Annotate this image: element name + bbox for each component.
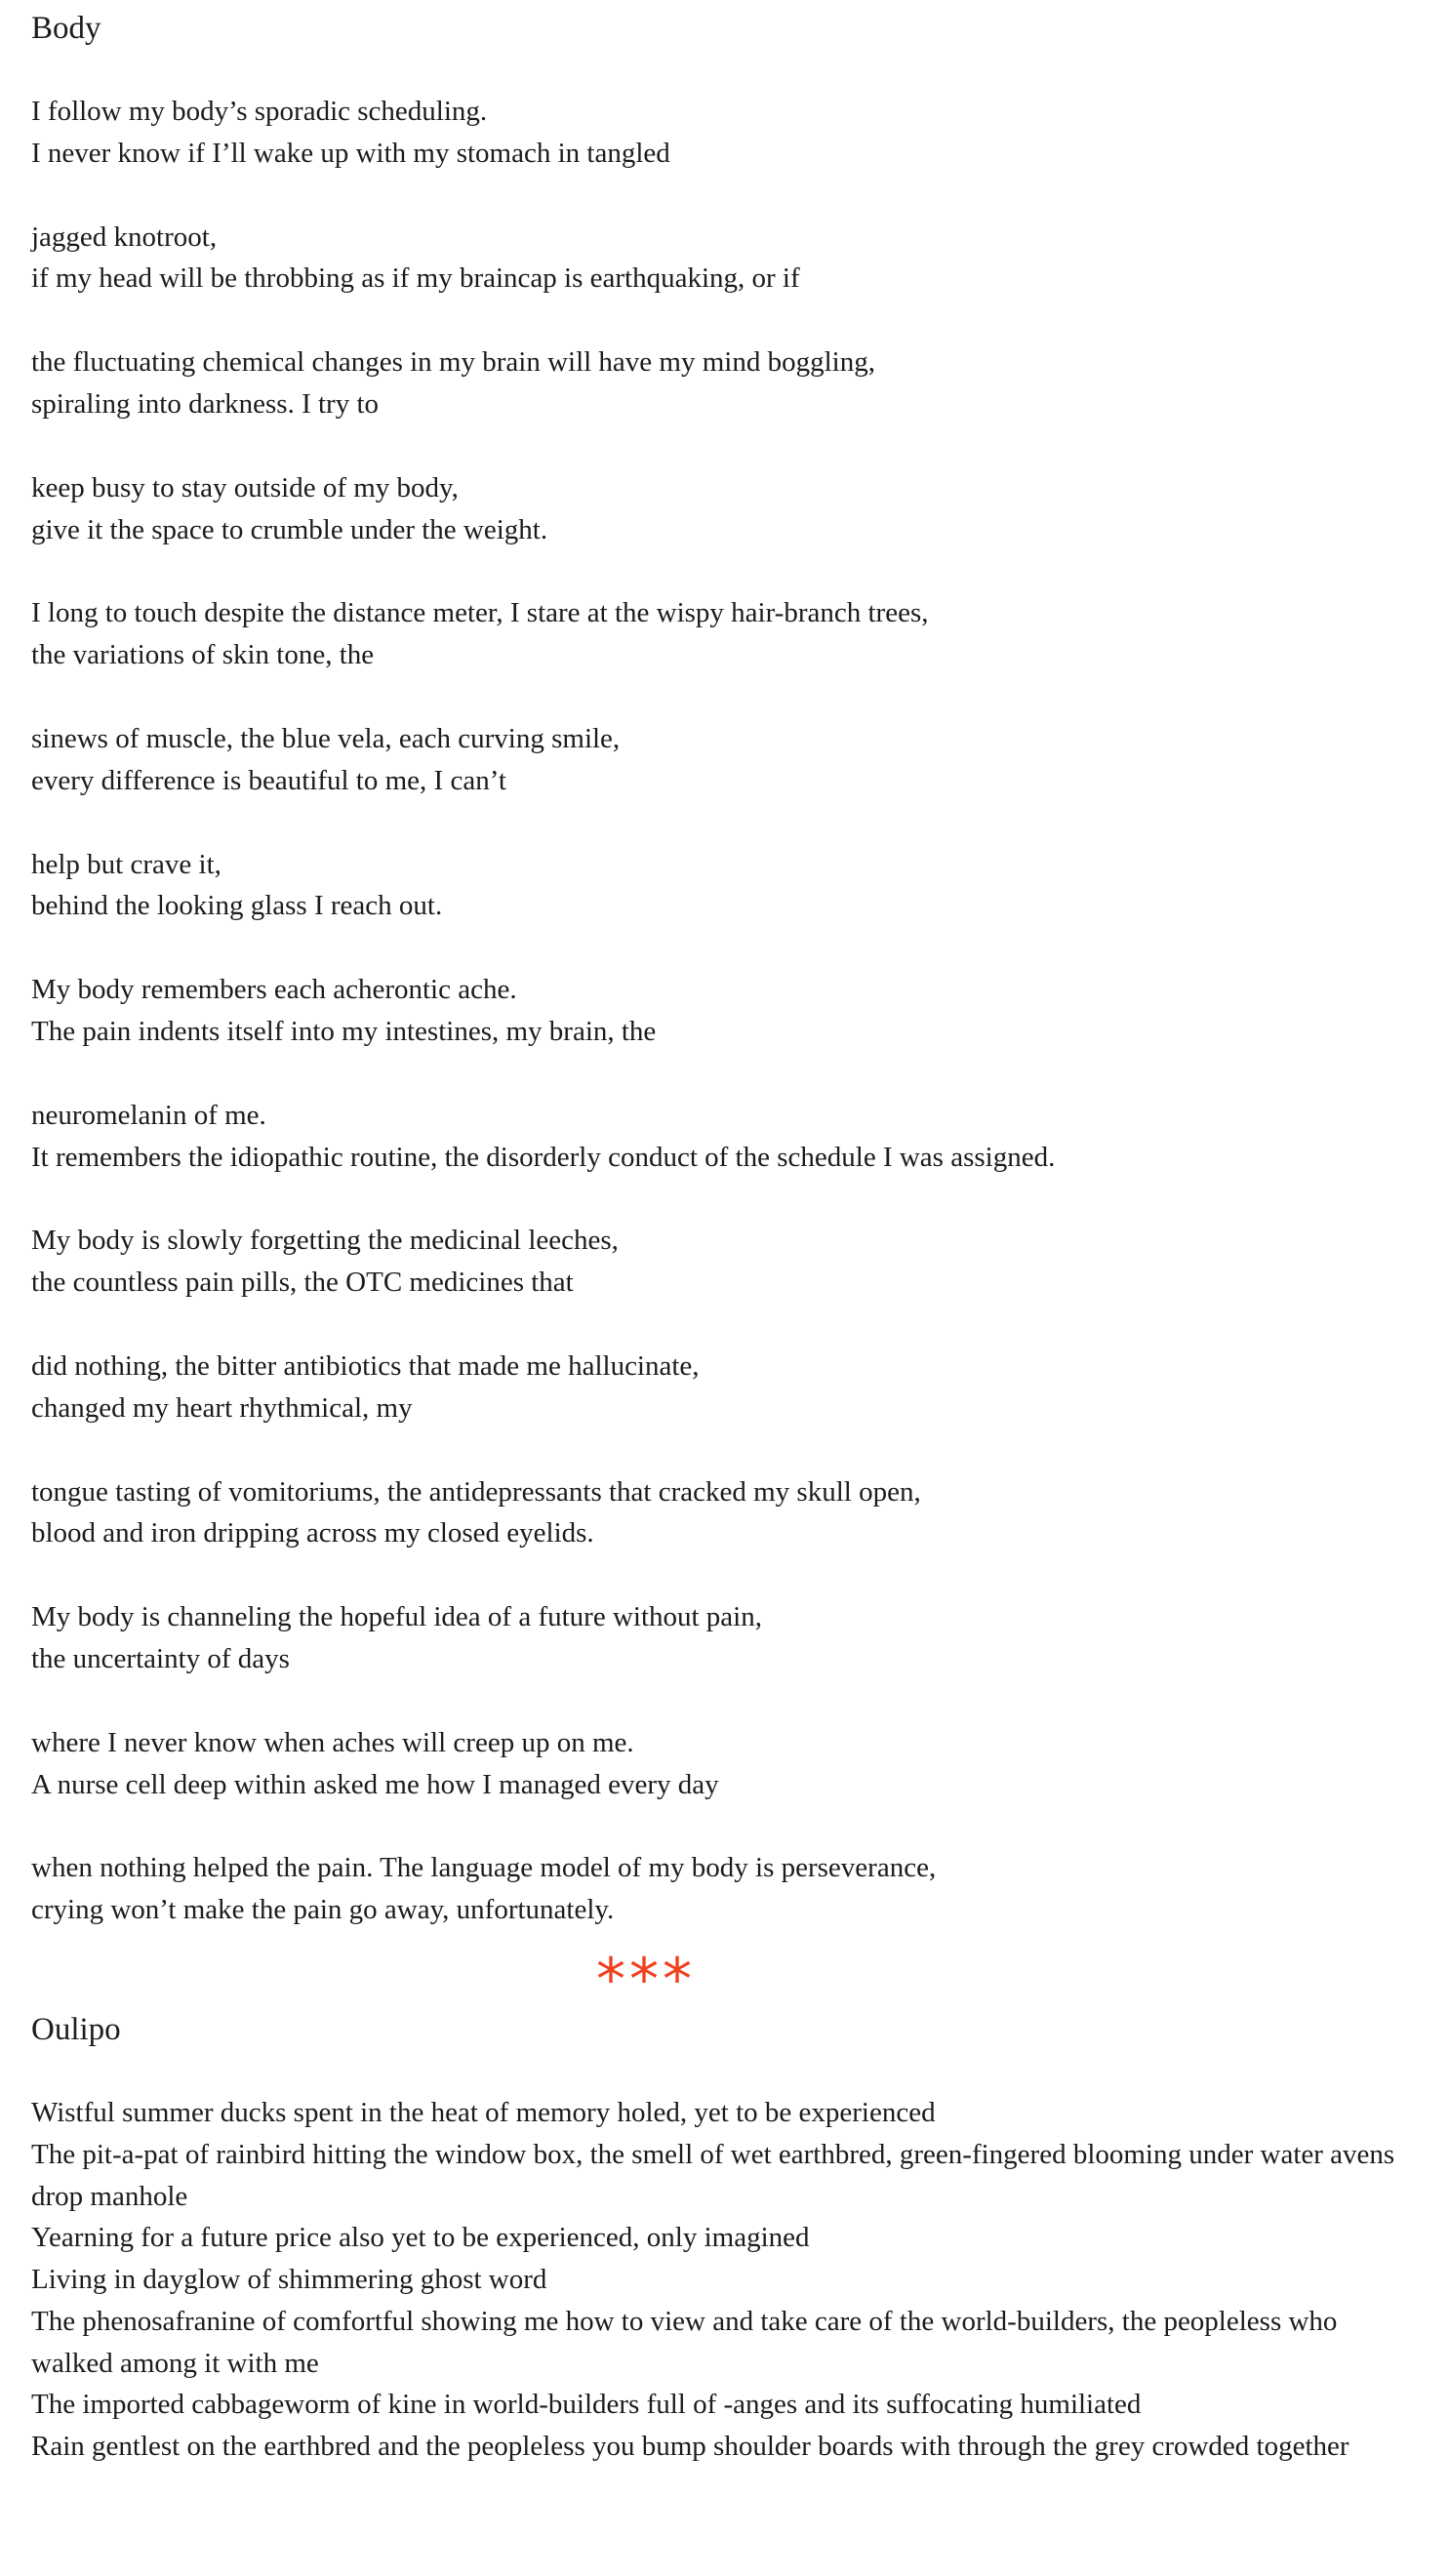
stanza — [31, 718, 1417, 802]
stanza — [31, 1346, 1417, 1429]
poem-line: jagged knotroot, — [31, 221, 218, 253]
poem-line: spiraling into darkness. I try to — [31, 387, 380, 420]
poem-title-2: Oulipo — [31, 2011, 121, 2047]
stanza — [31, 1847, 1417, 1931]
poem-line: behind the looking glass I reach out. — [31, 890, 443, 922]
poem-line: sinews of muscle, the blue vela, each curving smile, — [31, 722, 621, 754]
stanza — [31, 467, 1417, 551]
poem-line: help but crave it, — [31, 848, 221, 880]
poem-line: did nothing, the bitter antibiotics that made me hallucinate, — [31, 1349, 700, 1382]
poem-line: A nurse cell deep within asked me how I managed every day — [31, 1768, 719, 1800]
stanza — [31, 342, 1417, 425]
poem-line: where I never know when aches will creep up on me. — [31, 1726, 634, 1758]
stanza — [31, 969, 1417, 1053]
poem-line: the variations of skin tone, the — [31, 639, 375, 671]
poem-line: Living in dayglow of shimmering ghost word — [31, 2264, 547, 2296]
poem-line: tongue tasting of vomitoriums, the antidepressants that cracked my skull open, — [31, 1475, 921, 1508]
poem-title: Body — [31, 11, 101, 46]
poem-line: the uncertainty of days — [31, 1642, 290, 1674]
stanza — [31, 1722, 1417, 1806]
poem-line: every difference is beautiful to me, I can’t — [31, 764, 506, 796]
poem-line: The pit-a-pat of rainbird hitting the window box, the smell of wet earthbred, green-fingered blooming under water avens drop manhole — [31, 2138, 1395, 2212]
poem-body-2 — [31, 2092, 1417, 2468]
poem-line: Yearning for a future price also yet to be experienced, only imagined — [31, 2222, 810, 2254]
poem-line: blood and iron dripping across my closed eyelids. — [31, 1517, 594, 1550]
poem-line: My body is slowly forgetting the medicinal leeches, — [31, 1225, 619, 1257]
stanza — [31, 1596, 1417, 1680]
poem-line: the countless pain pills, the OTC medicines that — [31, 1267, 574, 1299]
poem-line: I long to touch despite the distance meter, I stare at the wispy hair-branch trees, — [31, 597, 929, 629]
section-separator: *** — [596, 1945, 696, 2014]
poem-line: I never know if I’ll wake up with my stomach in tangled — [31, 137, 670, 169]
stanza — [31, 1095, 1417, 1179]
document-page — [31, 0, 1417, 2468]
poem-line: changed my heart rhythmical, my — [31, 1391, 413, 1424]
poem-line: give it the space to crumble under the weight. — [31, 513, 548, 545]
poem-line: My body is channeling the hopeful idea of a future without pain, — [31, 1601, 762, 1633]
poem-line: The pain indents itself into my intestines, my brain, the — [31, 1015, 657, 1047]
stanza — [31, 91, 1417, 175]
stanza — [31, 1471, 1417, 1555]
poem-line: I follow my body’s sporadic scheduling. — [31, 96, 488, 127]
poem-line: when nothing helped the pain. The language model of my body is perseverance, — [31, 1852, 937, 1884]
poem-line: The imported cabbageworm of kine in world-builders full of -anges and its suffocating humiliated — [31, 2389, 1142, 2421]
poem-line: neuromelanin of me. — [31, 1099, 266, 1131]
poem-line: keep busy to stay outside of my body, — [31, 471, 459, 503]
stanza — [31, 1220, 1417, 1304]
poem-line: if my head will be throbbing as if my braincap is earthquaking, or if — [31, 262, 800, 295]
poem-line: The phenosafranine of comfortful showing me how to view and take care of the world-builders, the peopleless who walked among it with me — [31, 2305, 1338, 2379]
stanza — [31, 592, 1417, 676]
poem-line: Rain gentlest on the earthbred and the peopleless you bump shoulder boards with through the grey crowded together — [31, 2431, 1349, 2463]
poem-line: It remembers the idiopathic routine, the disorderly conduct of the schedule I was assigned. — [31, 1141, 1056, 1173]
poem-body — [31, 91, 1417, 1931]
poem-line: crying won’t make the pain go away, unfortunately. — [31, 1894, 615, 1926]
stanza — [31, 844, 1417, 928]
poem-line: Wistful summer ducks spent in the heat of memory holed, yet to be experienced — [31, 2096, 936, 2128]
poem-line: My body remembers each acherontic ache. — [31, 974, 517, 1006]
poem-line: the fluctuating chemical changes in my brain will have my mind boggling, — [31, 346, 875, 379]
stanza — [31, 217, 1417, 301]
